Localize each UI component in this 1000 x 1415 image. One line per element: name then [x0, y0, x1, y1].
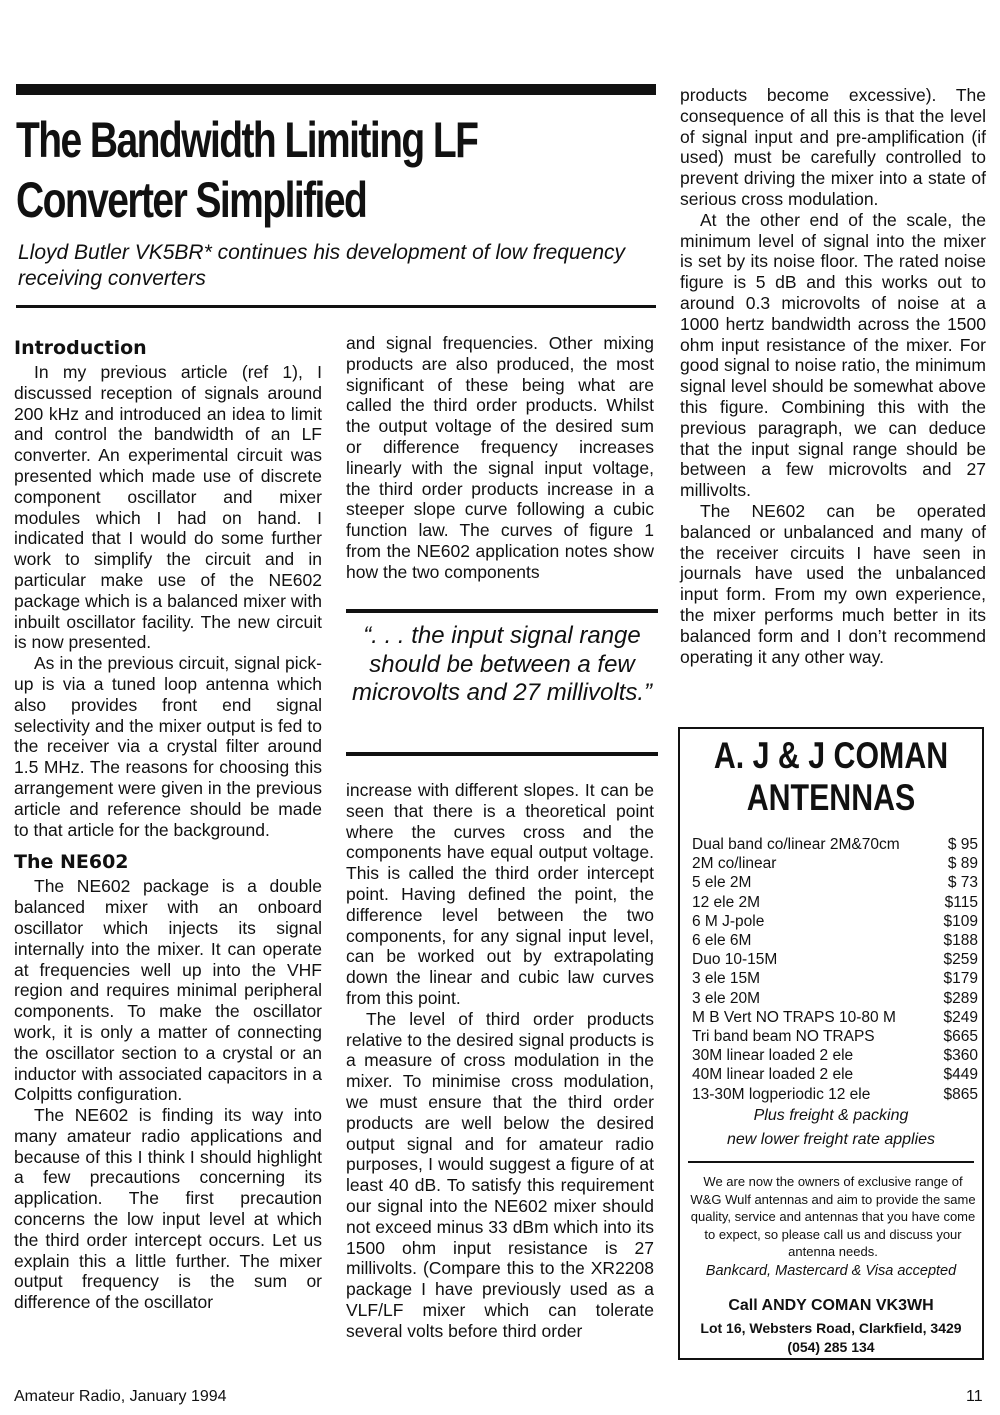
ad-item-price: $ 95 — [947, 836, 978, 853]
ad-item-name: Tri band beam NO TRAPS — [692, 1028, 875, 1046]
ad-divider — [688, 1161, 974, 1163]
pull-quote: “. . . the input signal range should be between a few microvolts and 27 millivolts.” — [351, 622, 653, 706]
article-title — [16, 110, 515, 230]
ad-item-price: $115 — [944, 893, 978, 911]
intro-paragraph-2: As in the previous circuit, signal pick-up is via a tuned loop antenna which also provides front end signal selectivity and the mixer output is fed to the receiver via a crystal filter around 1.5 MHz. The reasons for choosing this arrangement were given in the previous article and reference should be made to that article for the background. — [14, 653, 322, 840]
ad-call: Call ANDY COMAN VK3WH — [728, 1297, 934, 1314]
ad-item-price: $449 — [943, 1066, 978, 1084]
ad-price-list — [692, 835, 978, 1104]
ad-title-line-2: ANTENNAS — [746, 777, 916, 818]
article-subtitle: Lloyd Butler VK5BR* continues his development of low frequency receiving converters — [18, 241, 626, 290]
ad-price-row — [692, 1027, 978, 1046]
footer-publication: Amateur Radio, January 1994 — [14, 1388, 227, 1405]
ad-item-price: $865 — [943, 1085, 978, 1103]
ad-item-price: $665 — [943, 1028, 978, 1046]
ad-price-row — [692, 1046, 978, 1065]
ne602-paragraph-2: The NE602 is finding its way into many amateur radio applications and because of this I think I should highlight a few precautions concerning its application. The first precaution concerns the low input level at which the third order intercept occurs. Let us explain this a little further. The mixer output frequency is the sum or difference of the oscillator — [14, 1105, 322, 1313]
ad-price-row — [692, 1008, 978, 1027]
intro-paragraph-1: In my previous article (ref 1), I discussed reception of signals around 200 kHz and introduced an idea to limit and control the bandwidth of an LF converter. An experimental circuit was presented which made use of discrete component oscillator and mixer modules which I had on hand. I indicated that I would do some further work to simplify the circuit and in particular make use of the NE602 package which is a balanced mixer with inbuilt oscillator facility. The new circuit is now presented. — [14, 362, 322, 653]
column-3-paragraph-1: products become excessive). The consequence of all this is that the level of signal input and pre-amplification (if used) must be carefully controlled to prevent driving the mixer into a state of serious cross modulation. — [680, 85, 986, 209]
subtitle-rule — [16, 305, 656, 308]
ad-item-price: $360 — [943, 1047, 978, 1065]
ad-item-name: 6 ele 6M — [692, 932, 752, 950]
ad-price-row — [692, 835, 978, 854]
footer-page-number: 11 — [966, 1388, 983, 1405]
ad-item-price: $179 — [943, 970, 978, 988]
ad-price-row — [692, 950, 978, 969]
ad-price-row — [692, 1085, 978, 1104]
column-3 — [680, 85, 986, 667]
heading-ne602: The NE602 — [14, 851, 129, 874]
column-1 — [14, 330, 322, 1313]
column-2-top-paragraph: and signal frequencies. Other mixing products are also produced, the most significant of these being what are called the third order products. Whilst the output voltage of the desired sum or difference frequency increases linearly with the signal input voltage, the third order products increase in a steeper slope curve following a cubic function law. The curves of figure 1 from the NE602 application notes show how the two components — [346, 333, 654, 582]
ad-address: Lot 16, Websters Road, Clarkfield, 3429 — [700, 1320, 962, 1336]
pullquote-top-rule — [346, 609, 658, 613]
ad-freight: Plus freight & packing — [753, 1107, 909, 1124]
ad-item-name: 3 ele 20M — [692, 989, 761, 1007]
column-2-bottom-paragraph-1: increase with different slopes. It can be seen that there is a theoretical point where the curves cross and the components have equal output voltage. This is called the third order intercept point. Having defined the point, the difference level between the two components, for any signal input level, can be worked out by extrapolating down the linear and cubic law curves from this point. — [346, 780, 654, 1008]
ad-item-name: Duo 10-15M — [692, 951, 778, 969]
ad-price-row — [692, 931, 978, 950]
ad-item-name: 30M linear loaded 2 ele — [692, 1047, 854, 1065]
ad-price-row — [692, 969, 978, 988]
ad-item-name: 6 M J-pole — [692, 912, 765, 930]
ad-title — [707, 735, 955, 819]
ad-item-price: $289 — [943, 989, 978, 1007]
ad-item-price: $ 89 — [947, 855, 978, 873]
column-2-bottom — [346, 780, 654, 1342]
column-3-paragraph-2: At the other end of the scale, the minimum level of signal into the mixer is set by its noise floor. The rated noise figure is 5 dB and this works out to around 0.3 microvolts of noise at a 1000 hertz bandwidth across the 1500 ohm input resistance of the mixer. For good signal to noise ratio, the minimum signal level should be somewhat above this figure. Combining this with the previous paragraph, we can deduce that the input signal range should be between a few microvolts and 27 millivolts. — [680, 209, 986, 501]
title-top-rule — [16, 84, 656, 95]
ad-item-price: $109 — [943, 912, 978, 930]
ad-title-line-1: A. J & J COMAN — [713, 735, 949, 776]
ad-item-name: 40M linear loaded 2 ele — [692, 1066, 854, 1084]
ad-price-row — [692, 989, 978, 1008]
ad-price-row — [692, 873, 978, 892]
ad-item-name: M B Vert NO TRAPS 10-80 M — [692, 1008, 896, 1026]
column-2-bottom-paragraph-2: The level of third order products relative to the desired signal products is a measure of cross modulation in the mixer. To minimise cross modulation, we must ensure that the third order products are well below the desired output signal and for amateur radio purposes, I would suggest a figure of at least 40 dB. To satisfy this requirement our signal into the NE602 mixer should not exceed minus 33 dBm which into its 1500 ohm input resistance is 27 millivolts. (Compare this to the XR2208 package I have previously used as a VLF/LF mixer which can tolerate several volts before third order — [346, 1008, 654, 1341]
column-3-paragraph-3: The NE602 can be operated balanced or unbalanced and many of the receiver circuits I have seen in journals have used the unbalanced input form. From my own experience, the mixer performs much better in its balanced form and I don’t recommend operating it any other way. — [680, 500, 986, 667]
ad-cards: Bankcard, Mastercard & Visa accepted — [705, 1263, 957, 1279]
ad-item-name: 2M co/linear — [692, 855, 777, 873]
ad-price-row — [692, 893, 978, 912]
ad-price-row — [692, 854, 978, 873]
title-line-2: Converter Simplified — [16, 172, 367, 228]
ad-item-price: $ 73 — [947, 874, 978, 892]
column-2-top — [346, 333, 654, 583]
ad-freight-rate: new lower freight rate applies — [726, 1131, 936, 1148]
ad-item-price: $188 — [943, 932, 978, 950]
ne602-paragraph-1: The NE602 package is a double balanced mixer with an onboard oscillator which injects its signal internally into the mixer. It can operate at frequencies well up into the VHF region and requires minimal peripheral components. To make the oscillator work, it is only a matter of connecting the oscillator section to a crystal or an inductor with associated capacitors in a Colpitts configuration. — [14, 876, 322, 1105]
ad-item-name: 13-30M logperiodic 12 ele — [692, 1085, 871, 1103]
ad-owners-text: We are now the owners of exclusive range of W&G Wulf antennas and aim to provide the same quality, service and antennas that you have come to expect, so please call us and discuss your antenna needs. — [690, 1174, 976, 1259]
title-line-1: The Bandwidth Limiting LF — [16, 112, 478, 168]
ad-price-row — [692, 1065, 978, 1084]
ad-item-name: 5 ele 2M — [692, 874, 752, 892]
heading-introduction: Introduction — [14, 337, 147, 359]
ad-item-price: $259 — [943, 951, 978, 969]
ad-price-row — [692, 912, 978, 931]
ad-item-price: $249 — [943, 1008, 978, 1026]
pullquote-bottom-rule — [346, 752, 658, 756]
ad-item-name: 3 ele 15M — [692, 970, 761, 988]
ad-item-name: Dual band co/linear 2M&70cm — [692, 836, 900, 853]
ad-phone: (054) 285 134 — [787, 1339, 875, 1355]
antenna-advertisement — [678, 727, 984, 1360]
ad-item-name: 12 ele 2M — [692, 893, 761, 911]
